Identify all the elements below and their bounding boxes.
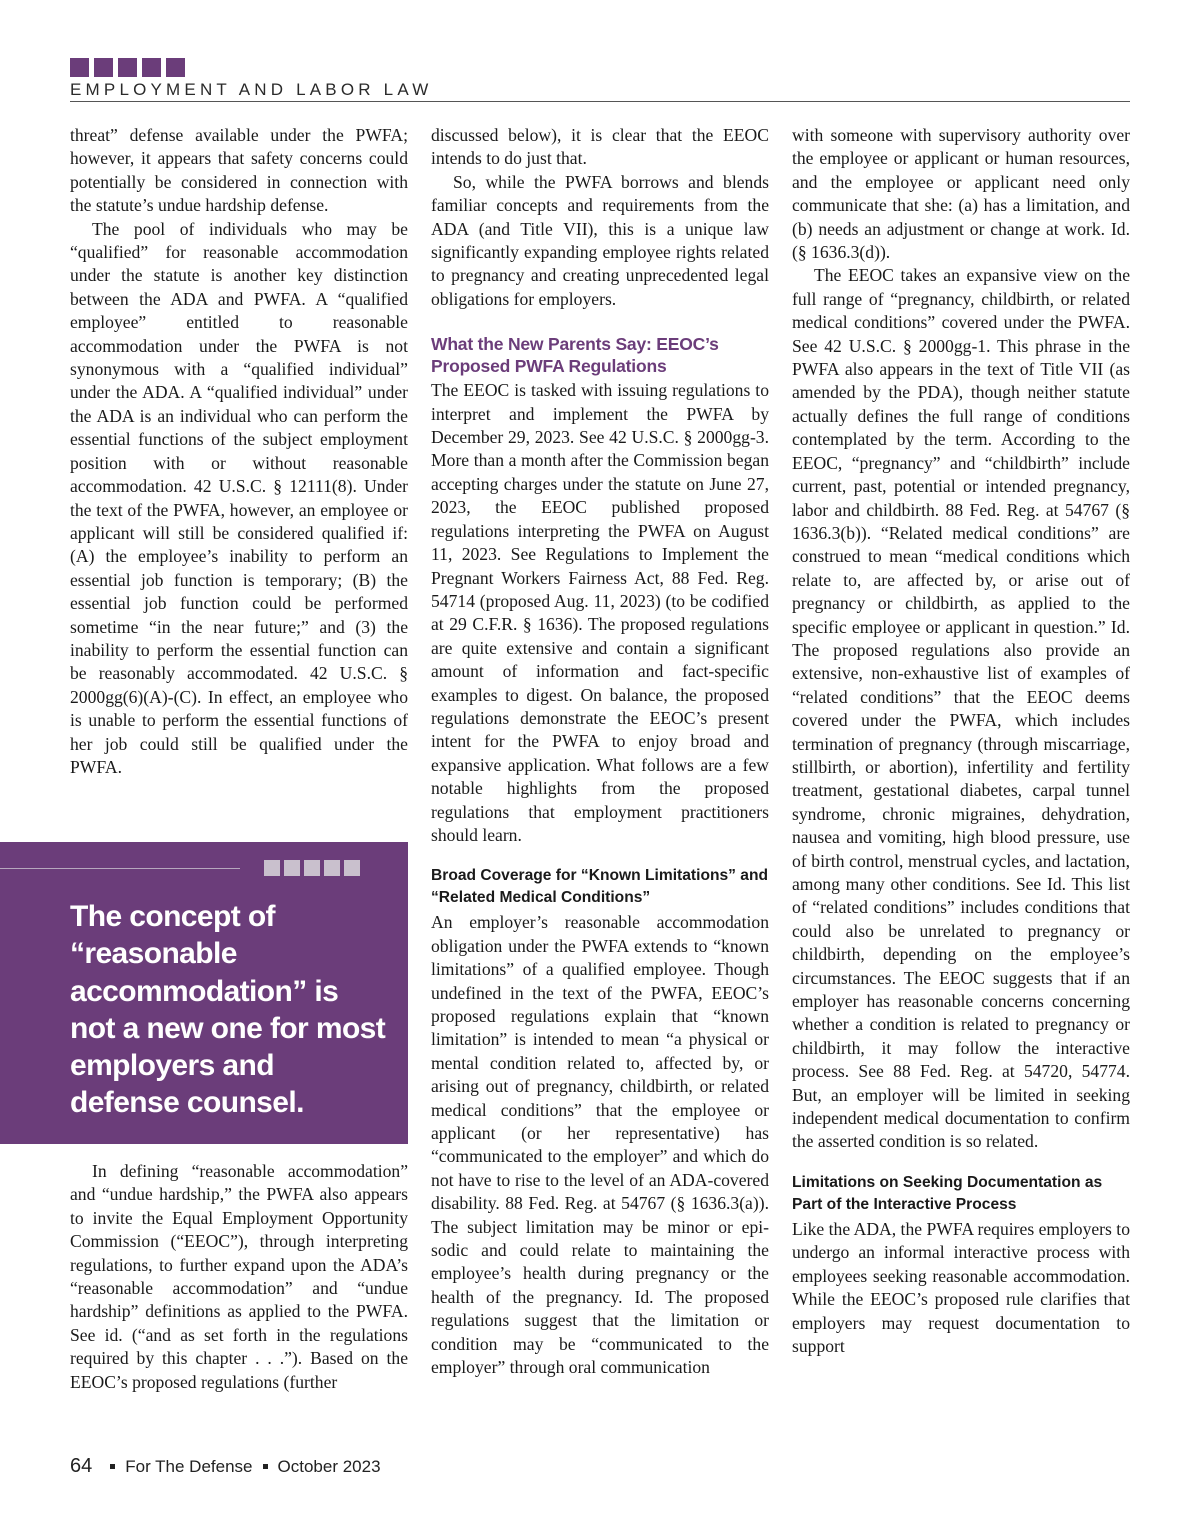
col2-paragraph-1: discussed below), it is clear that the EEOC intends to do just that. [431, 125, 769, 169]
section-label: EMPLOYMENT AND LABOR LAW [70, 80, 433, 99]
col1-paragraph-2: The pool of individuals who may be “qualified” for reasonable accommodation under the statute is another key distinction between the ADA and PWFA. A “qualified employee” entitled to reasonable accommodation under the PWFA is not synonymous with a “qualified individual” under the ADA. A “qualified individual” under the ADA is an individual who can perform the essential functions of the subject employment position with or without reasonable accommodation. 42 U.S.C. § 12111(8). Under the text of the PWFA, however, an employee or applicant will still be considered qualified if: (A) the employee’s inability to perform an essential job function is temporary; (B) the essential job function could be performed sometime “in the near future;” and (3) the inability to perform the essential function can be reasonably accommodated. 42 U.S.C. § 2000gg(6)(A)-(C). In effect, an employee who is unable to perform the essential functions of her job could still be qualified under the PWFA. [70, 218, 408, 777]
publication-name: For The Defense [125, 1456, 253, 1476]
header-squares-decoration [70, 58, 185, 77]
column-2 [431, 124, 769, 1380]
col1-paragraph-1: threat” defense available under the PWFA; however, it appears that safety concerns could potentially be considered in connection with the statute’s undue hardship defense. [70, 125, 408, 216]
col2-paragraph-2: So, while the PWFA borrows and blends familiar concepts and requirements from the ADA (and Title VII), this is a unique law significantly expanding employee rights related to pregnancy and creating unprecedented legal obligations for employers. [431, 171, 769, 309]
header-rule [70, 101, 1130, 102]
pull-quote-squares-decoration [264, 860, 360, 876]
pull-quote-box [0, 842, 408, 1144]
col2-paragraph-3: The EEOC is tasked with issuing regulations to interpret and implement the PWFA by December 29, 2023. See 42 U.S.C. § 2000gg-3. More than a month after the Commission began accepting charges under the statute on June 27, 2023, the EEOC published proposed regulations interpreting the PWFA on August 11, 2023. See Regulations to Implement the Pregnant Workers Fairness Act, 88 Fed. Reg. 54714 (proposed Aug. 11, 2023) (to be codified at 29 C.F.R. § 1636). The proposed regulations are quite extensive and contain a significant amount of information and fact-specific examples to digest. On balance, the proposed regulations demonstrate the EEOC’s present intent for the PWFA to enjoy broad and expansive application. What follows are a few notable highlights from the proposed regulations that employment practitioners should learn. [431, 380, 769, 845]
footer-separator-icon [110, 1464, 115, 1469]
col1-paragraph-3: In defining “reasonable accommodation” and “undue hardship,” the PWFA also appears to invite the Equal Employment Opportunity Commission (“EEOC”), through interpreting regulations, to further expand upon the ADA’s “reasonable accommodation” and “undue hardship” definitions as applied to the PWFA. See id. (“and as set forth in the regulations required by this chapter . . .”). Based on the EEOC’s proposed regulations (further [70, 1161, 408, 1392]
col2-paragraph-4: An employer’s reasonable accommodation obligation under the PWFA extends to “known limitations” of a qualified employee. Though undefined in the text of the PWFA, EEOC’s proposed regulations explain that “known limitation” is intended to mean “a physical or mental condition related to, affected by, or arising out of pregnancy, childbirth, or related medical conditions” that the employee or applicant (or her representative) has “communicated to the employer” and which do not have to rise to the level of an ADA-covered disability. 88 Fed. Reg. at 54767 (§ 1636.3(a)). The subject limitation may be minor or episodic and could relate to maintaining the employee’s health during pregnancy or the health of the pregnancy. Id. The proposed regulations suggest that the limitation or condition may be “communicated to the employer” through oral communication [431, 912, 769, 1378]
col3-paragraph-2: The EEOC takes an expansive view on the full range of “pregnancy, childbirth, or related medical conditions” covered under the PWFA. See 42 U.S.C. § 2000gg-1. This phrase in the PWFA also appears in the text of Title VII (as amended by the PDA), though neither statute actually defines the full range of conditions contemplated by the term. According to the EEOC, “pregnancy” and “childbirth” include current, past, potential or intended pregnancy, labor and childbirth. 88 Fed. Reg. at 54767 (§ 1636.3(b)). “Related medical conditions” are construed to mean “medical conditions which relate to, are affected by, or arise out of pregnancy or childbirth, as applied to the specific employee or applicant in question.” Id. The proposed regulations also provide an extensive, non-exhaustive list of examples of “related conditions” that the EEOC deems covered under the PWFA, which includes termination of pregnancy (through miscarriage, stillbirth, or abortion), infertility and fertility treatment, gestational diabetes, carpal tunnel syndrome, chronic migraines, dehydration, nausea and vomiting, high blood pressure, use of birth control, menstrual cycles, and lactation, among many other conditions. See Id. This list of “related conditions” includes conditions that could also be unrelated to pregnancy or childbirth, depending on the employee’s circumstances. The EEOC suggests that if an employer has reasonable concerns concerning whether a condition is related to pregnancy or childbirth, it may follow the interactive process. See 88 Fed. Reg. at 54720, 54774. But, an employer will be limited in seeking independent medical documentation to confirm the asserted condition is so related. [792, 265, 1130, 1152]
column-3 [792, 124, 1130, 1358]
subheading-limitations-documentation: Limitations on Seeking Documentation as Part of the Interactive Process [792, 1173, 1103, 1213]
col3-paragraph-3: Like the ADA, the PWFA requires employers to undergo an informal interactive process with employees seeking reasonable accommodation. While the EEOC’s proposed rule clarifies that employers may request documentation to support [792, 1218, 1130, 1356]
section-heading-eeoc-regulations: What the New Parents Say: EEOC’s Proposed PWFA Regulations [431, 334, 719, 377]
col3-paragraph-1: with someone with supervisory authority over the employee or applicant or human resources, and the employee or applicant need only communicate that she: (a) has a limitation, and (b) needs an adjustment or change at work. Id. (§ 1636.3(d)). [792, 125, 1130, 263]
page-footer [70, 1455, 381, 1478]
subheading-broad-coverage: Broad Coverage for “Known Limitations” and “Related Medical Conditions” [431, 867, 769, 907]
column-1 [70, 124, 408, 779]
pull-quote-text: The concept of “reasonable accommodation” is not a new one for most employers and defense counsel. [70, 900, 386, 1120]
column-1-continued [70, 1160, 408, 1394]
pull-quote-rule [0, 868, 240, 869]
page-number: 64 [70, 1455, 93, 1477]
footer-separator-icon [263, 1464, 268, 1469]
issue-date: October 2023 [277, 1456, 381, 1476]
